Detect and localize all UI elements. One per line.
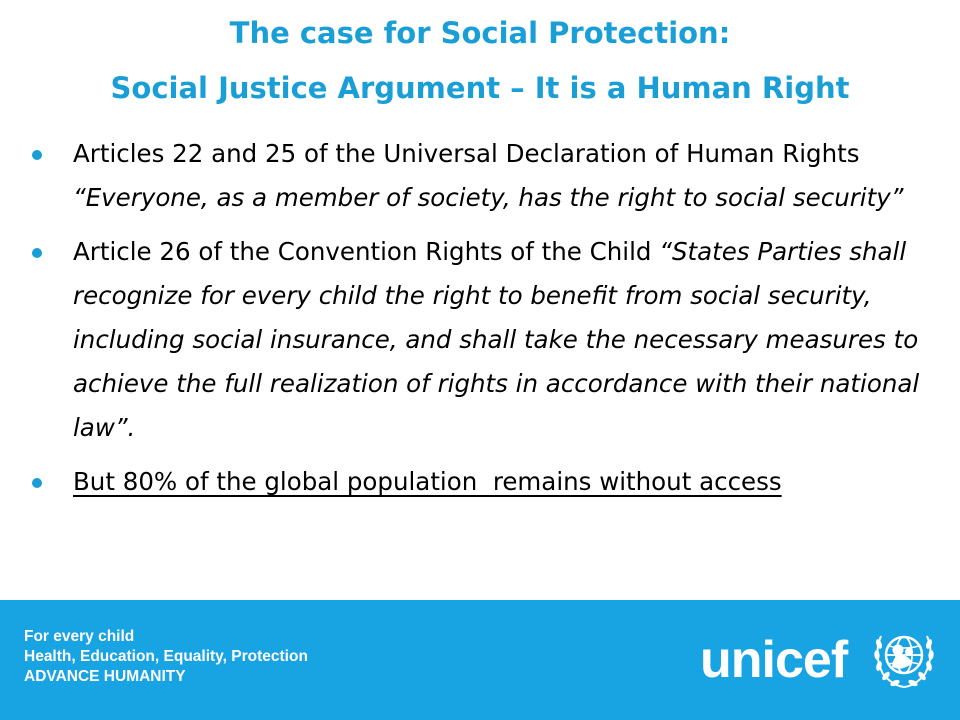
bullet-quote: “States Parties shall recognize for every child the right to benefit from social security, including social insurance, and shall take the necessary measures to achieve the full realization of rights in accordance with their national law”. xyxy=(73,237,920,442)
bullet-item-udhr xyxy=(30,132,955,220)
title-line-2: Social Justice Argument – It is a Human Right xyxy=(110,71,850,105)
unicef-logo xyxy=(700,618,940,704)
bullet-icon xyxy=(32,478,42,488)
logo-wordmark: unicef xyxy=(700,631,848,689)
footer-tagline xyxy=(24,627,308,687)
bullet-icon xyxy=(32,150,42,160)
tagline-line-2: Health, Education, Equality, Protection xyxy=(24,648,308,665)
bullet-item-access xyxy=(30,460,955,504)
bullet-quote: “Everyone, as a member of society, has the right to social security” xyxy=(73,183,904,212)
title-line-1: The case for Social Protection: xyxy=(229,16,731,50)
bullet-text: Articles 22 and 25 of the Universal Declaration of Human Rights xyxy=(73,139,860,168)
bullet-icon xyxy=(32,248,42,258)
slide-title xyxy=(0,14,960,107)
footer-banner xyxy=(0,600,960,720)
bullet-item-crc xyxy=(30,230,955,450)
unicef-emblem-icon xyxy=(871,624,937,694)
bullet-list xyxy=(30,132,955,504)
bullet-text: But 80% of the global population remains without access xyxy=(73,467,782,496)
bullet-text: Article 26 of the Convention Rights of the Child xyxy=(73,237,660,266)
tagline-line-1: For every child xyxy=(24,628,135,645)
tagline-line-3: ADVANCE HUMANITY xyxy=(24,668,186,685)
